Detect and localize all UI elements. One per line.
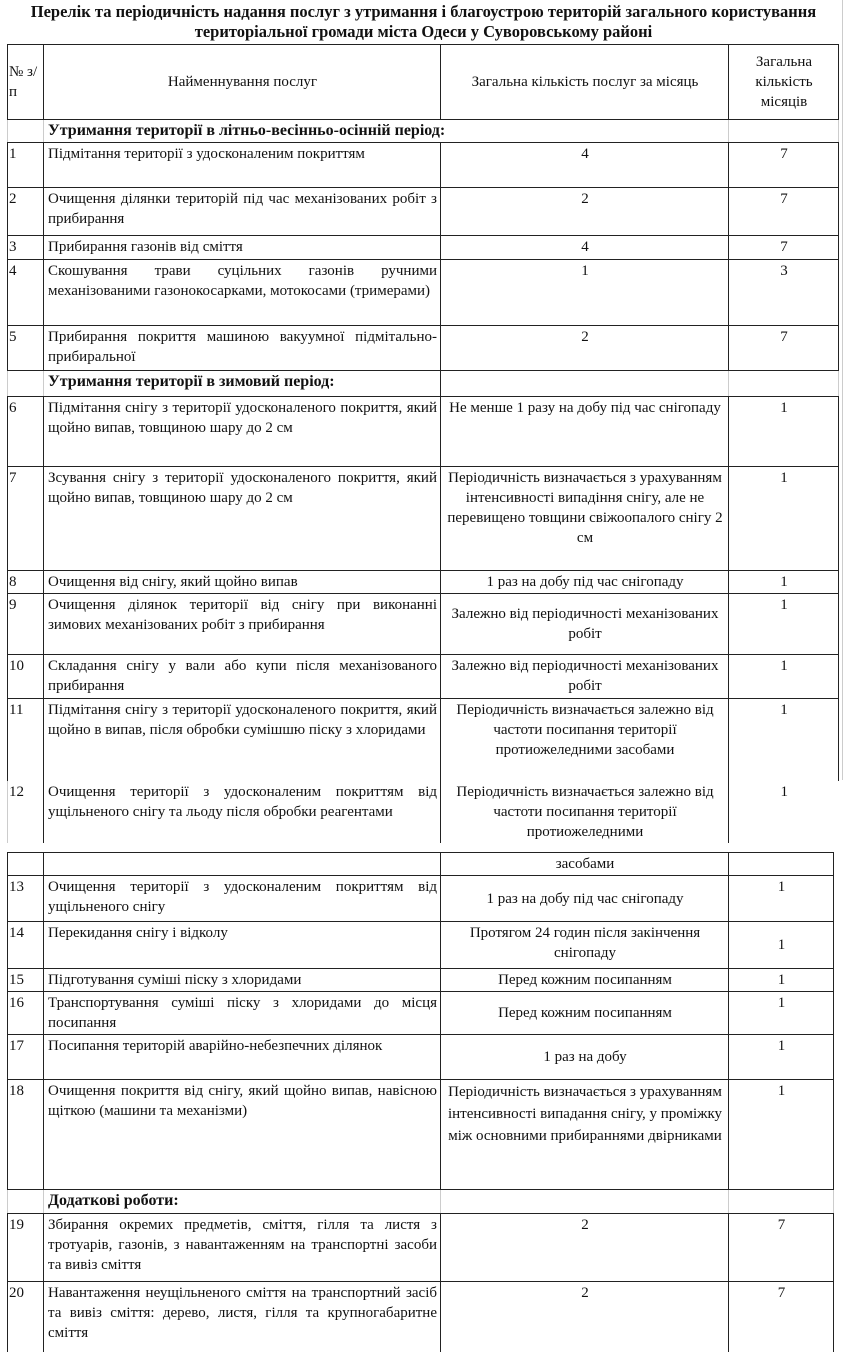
section-row-extra — [8, 1190, 834, 1214]
header-name: Найменнування послуг — [44, 45, 441, 120]
table-row: 1 Підмітання території з удосконаленим покриттям 4 7 — [8, 143, 839, 188]
table-row: 17 Посипання територій аварійно-небезпечних ділянок 1 раз на добу 1 — [8, 1035, 834, 1080]
header-number: № з/п — [8, 45, 44, 120]
table-row: 13 Очищення території з удосконаленим покриттям від ущільненого снігу 1 раз на добу під час снігопаду 1 — [8, 876, 834, 922]
header-months: Загальна кількість місяців — [729, 45, 839, 120]
services-table-part-1 — [7, 44, 839, 843]
services-table-part-2 — [7, 852, 834, 1352]
table-row: 3 Прибирання газонів від сміття 4 7 — [8, 236, 839, 260]
table-row: 5 Прибирання покриття машиною вакуумної підмітально-прибиральної 2 7 — [8, 326, 839, 371]
table-row: 16 Транспортування суміші піску з хлоридами до місця посипання Перед кожним посипанням 1 — [8, 992, 834, 1035]
table-row: 14 Перекидання снігу і відколу Протягом 24 годин після закінчення снігопаду 1 — [8, 922, 834, 969]
table-row: 10 Складання снігу у вали або купи після механізованого прибирання Залежно від періодичності механізованих робіт 1 — [8, 655, 839, 699]
document-title: Перелік та періодичність надання послуг з утримання і благоустрою територій загального користування територіальної громади міста Одеси у Суворовському районі — [30, 2, 817, 41]
table-header — [8, 45, 839, 120]
section-title-summer: Утримання території в літньо-весінньо-осінній період: — [44, 120, 729, 143]
table-row: 20 Навантаження неущільненого сміття на транспортний засіб та вивіз сміття: дерево, листя, гілля та крупногабаритне сміття 2 7 — [8, 1282, 834, 1352]
table-row-continuation: засобами — [8, 853, 834, 876]
table-row: 18 Очищення покриття від снігу, який щойно випав, навісною щіткою (машини та механізми) Періодичність визначається з урахуванням інтенсивності випадання снігу, у проміжку між основними прибираннями двірниками 1 — [8, 1080, 834, 1190]
section-row-summer — [8, 120, 839, 143]
section-row-winter — [8, 371, 839, 397]
table-row: 15 Підготування суміші піску з хлоридами Перед кожним посипанням 1 — [8, 969, 834, 992]
sheet-gridline — [842, 0, 843, 780]
table-row: 7 Зсування снігу з території удосконаленого покриття, який щойно випав, товщиною шару до 2 см Періодичність визначається з урахуванням інтенсивності випадіння снігу, але не перевищено товщини свіжоопалого снігу 2 см 1 — [8, 467, 839, 571]
table-row: 2 Очищення ділянки територій під час механізованих робіт з прибирання 2 7 — [8, 188, 839, 236]
table-row: 6 Підмітання снігу з території удосконаленого покриття, який щойно випав, товщиною шару до 2 см Не менше 1 разу на добу під час снігопаду 1 — [8, 397, 839, 467]
header-per-month: Загальна кількість послуг за місяць — [441, 45, 729, 120]
table-row: 19 Збирання окремих предметів, сміття, гілля та листя з тротуарів, газонів, з навантаженням на транспортні засоби та вивіз сміття 2 7 — [8, 1214, 834, 1282]
section-title-extra: Додаткові роботи: — [44, 1190, 441, 1214]
table-row: 4 Скошування трави суцільних газонів ручними механізованими газонокосарками, мотокосами (тримерами) 1 3 — [8, 260, 839, 326]
table-row: 8 Очищення від снігу, який щойно випав 1 раз на добу під час снігопаду 1 — [8, 571, 839, 594]
table-row: 12 Очищення території з удосконаленим покриттям від ущільненого снігу та льоду після обробки реагентами Періодичність визначається залежно від частоти посипання території протиожеледними 1 — [8, 781, 839, 843]
table-row: 9 Очищення ділянок території від снігу при виконанні зимових механізованих робіт з прибирання Залежно від періодичності механізованих робіт 1 — [8, 594, 839, 655]
table-row: 11 Підмітання снігу з території удосконаленого покриття, який щойно в випав, після обробки сумішшю піску з хлоридами Періодичність визначається залежно від частоти посипання території протиожеледними засобами 1 — [8, 699, 839, 781]
section-title-winter: Утримання території в зимовий період: — [44, 371, 441, 397]
